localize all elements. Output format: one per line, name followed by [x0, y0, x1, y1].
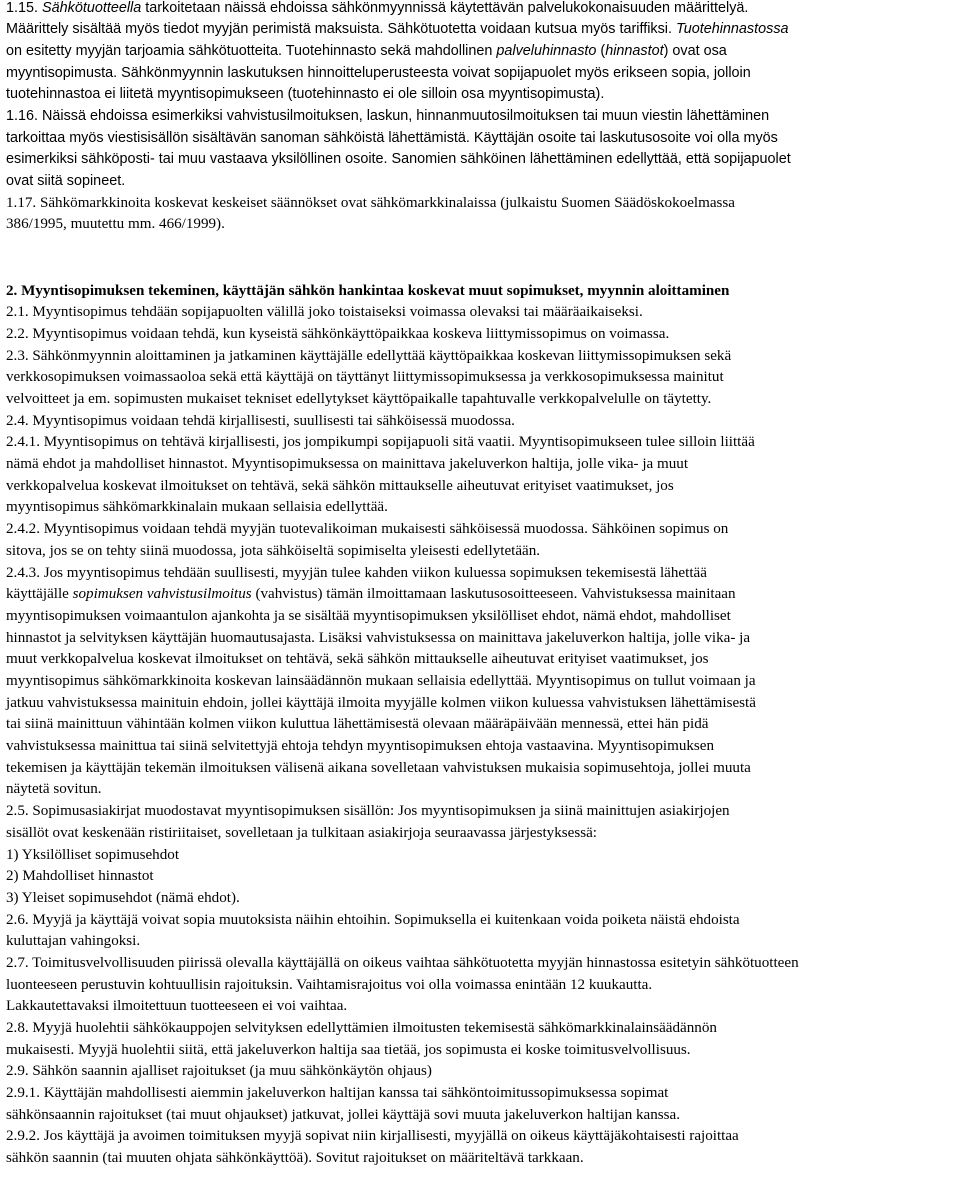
text-line	[6, 649, 709, 669]
text-line	[6, 0, 748, 18]
text-run: 1.16. Näissä ehdoissa esimerkiksi vahvistusilmoituksen, laskun, hinnanmuutosilmoituksen tai muun viestin lähettäminen	[6, 108, 770, 124]
text-run: tarkoittaa myös viestisisällön sisältävän sanoman sähköistä lähettämistä. Käyttäjän osoite tai laskutusosoite voi olla myös	[6, 130, 778, 146]
text-line	[6, 563, 707, 583]
text-run: 2.3. Sähkönmyynnin aloittaminen ja jatkaminen käyttäjälle edellyttää käyttöpaikkaa koskevan liittymissopimuksen sekä	[6, 348, 732, 364]
text-run: 2.4. Myyntisopimus voidaan tehdä kirjallisesti, suullisesti tai sähköisessä muodossa.	[6, 413, 515, 429]
text-line	[6, 41, 727, 61]
text-line	[6, 758, 751, 778]
text-line	[6, 693, 756, 713]
text-line	[6, 714, 708, 734]
text-run: Määrittely sisältää myös tiedot myyjän perimistä maksuista. Sähkötuotetta voidaan kutsua myös tariffiksi.	[6, 21, 676, 37]
text-run: sähkönsaannin rajoitukset (tai muut ohjaukset) jatkuvat, jollei käyttäjä sovi muuta jakeluverkon haltijan kanssa.	[6, 1107, 681, 1123]
text-run: 386/1995, muutettu mm. 466/1999).	[6, 216, 225, 232]
text-run: 2.6. Myyjä ja käyttäjä voivat sopia muutoksista näihin ehtoihin. Sopimuksella ei kuitenkaan voida poiketa näistä ehdoista	[6, 912, 740, 928]
text-line	[6, 606, 731, 626]
text-line	[6, 541, 540, 561]
emphasis-text: palveluhinnasto	[496, 43, 597, 59]
text-run: hinnastot ja selvityksen käyttäjän huomautusajasta. Lisäksi vahvistuksessa on mainittava jakeluverkon haltija, jolle vika- ja	[6, 630, 751, 646]
text-run: velvoitteet ja em. sopimusten mukaiset tekniset edellytykset käyttöpaikalle tapahtuvalle verkkopalvelulle on täytetty.	[6, 391, 712, 407]
section-heading	[6, 281, 729, 301]
text-run: tekemisen ja käyttäjän tekemän ilmoituksen välisenä aikana sovelletaan vahvistuksen mukaisia sopimusehtoja, jollei muuta	[6, 760, 751, 776]
emphasis-text: Tuotehinnastossa	[675, 21, 789, 37]
text-line	[6, 1105, 680, 1125]
text-line	[6, 302, 643, 322]
bold-text: 2. Myyntisopimuksen tekeminen, käyttäjän sähkön hankintaa koskevat muut sopimukset, myynnin aloittaminen	[6, 283, 730, 299]
text-run: tai siinä mainittuun vähintään kolmen viikon kuluttua lähettämisestä olevaan määräpäivään mennessä, ettei hän pidä	[6, 716, 709, 732]
text-run: tarkoitetaan näissä ehdoissa sähkönmyynnissä käytettävän palvelukokonaisuuden määrittelyä.	[141, 0, 749, 16]
text-line	[6, 149, 791, 169]
text-line	[6, 193, 735, 213]
text-run: verkkosopimuksen voimassaoloa sekä että käyttäjä on täyttänyt liittymissopimuksessa ja verkkosopimuksessa mainitut	[6, 369, 724, 385]
text-line	[6, 779, 102, 799]
text-run: Lakkautettavaksi ilmoitettuun tuotteeseen ei voi vaihtaa.	[6, 998, 348, 1014]
text-run: (vahvistus) tämän ilmoittamaan laskutusosoitteeseen. Vahvistuksessa mainitaan	[251, 586, 736, 602]
text-line	[6, 1148, 584, 1168]
text-run: 2.8. Myyjä huolehtii sähkökauppojen selvityksen edellyttämien ilmoitusten tekemisestä sähkömarkkinalainsäädännön	[6, 1020, 717, 1036]
list-item	[6, 888, 240, 908]
text-line	[6, 519, 728, 539]
text-line	[6, 476, 674, 496]
text-line	[6, 996, 347, 1016]
text-line	[6, 128, 778, 148]
text-run: sitova, jos se on tehty siinä muodossa, jota sähköiseltä sopimiselta yleisesti edellytetään.	[6, 543, 541, 559]
text-run: 3) Yleiset sopimusehdot (nämä ehdot).	[6, 890, 240, 906]
text-run: tuotehinnastoa ei liitetä myyntisopimukseen (tuotehinnasto ei ole silloin osa myyntisopimusta).	[6, 86, 605, 102]
text-line	[6, 584, 736, 604]
text-line	[6, 367, 724, 387]
text-run: myyntisopimuksen voimaantulon ajankohta ja se sisältää myyntisopimuksen yksilölliset ehdot, nämä ehdot, mahdolliset	[6, 608, 731, 624]
text-line	[6, 736, 714, 756]
text-run: sisällöt ovat keskenään ristiriitaiset, sovelletaan ja tulkitaan asiakirjoja seuraavassa järjestyksessä:	[6, 825, 597, 841]
text-line	[6, 84, 604, 104]
text-run: näytetä sovitun.	[6, 781, 102, 797]
text-line	[6, 910, 740, 930]
text-line	[6, 671, 756, 691]
text-line	[6, 432, 755, 452]
text-run: vahvistuksessa mainittua tai siinä selvitettyjä ehtoja tehdyn myyntisopimuksen ehtoja vastaavina. Myyntisopimuksen	[6, 738, 715, 754]
text-run: 2.9. Sähkön saannin ajalliset rajoitukset (ja muu sähkönkäytön ohjaus)	[6, 1063, 432, 1079]
emphasis-text: sopimuksen vahvistusilmoitus	[72, 586, 252, 602]
text-run: 2.5. Sopimusasiakirjat muodostavat myyntisopimuksen sisällön: Jos myyntisopimuksen ja siinä mainittujen asiakirjojen	[6, 803, 730, 819]
text-line	[6, 823, 597, 843]
text-run: 2.2. Myyntisopimus voidaan tehdä, kun kyseistä sähkönkäyttöpaikkaa koskeva liittymissopimus on voimassa.	[6, 326, 670, 342]
text-line	[6, 171, 125, 191]
text-line	[6, 931, 140, 951]
list-item	[6, 845, 179, 865]
text-line	[6, 1083, 668, 1103]
text-line	[6, 1040, 691, 1060]
text-line	[6, 454, 688, 474]
text-line	[6, 1018, 717, 1038]
text-line	[6, 324, 669, 344]
text-run: sähkön saannin (tai muuten ohjata sähkönkäyttöä). Sovitut rajoitukset on määriteltävä tarkkaan.	[6, 1150, 584, 1166]
text-line	[6, 19, 789, 39]
text-run: kuluttajan vahingoksi.	[6, 933, 141, 949]
text-run: mukaisesti. Myyjä huolehtii siitä, että jakeluverkon haltija saa tietää, jos sopimusta ei koske toimitusvelvollisuus.	[6, 1042, 691, 1058]
text-run: verkkopalvelua koskevat ilmoitukset on tehtävä, sekä sähkön mittaukselle aiheutuvat erityiset vaatimukset, jos	[6, 478, 674, 494]
text-line	[6, 214, 225, 234]
emphasis-text: hinnastot	[605, 43, 664, 59]
text-run: esimerkiksi sähköposti- tai muu vastaava yksilöllinen osoite. Sanomien sähköinen lähettäminen edellyttää, että sopijapuolet	[6, 151, 791, 167]
text-run: ovat siitä sopineet.	[6, 173, 126, 189]
list-item	[6, 866, 154, 886]
text-line	[6, 801, 730, 821]
text-run: 2.4.2. Myyntisopimus voidaan tehdä myyjän tuotevalikoiman mukaisesti sähköisessä muodossa. Sähköinen sopimus on	[6, 521, 729, 537]
text-run: 1) Yksilölliset sopimusehdot	[6, 847, 180, 863]
text-line	[6, 63, 751, 83]
text-run: 2.4.1. Myyntisopimus on tehtävä kirjallisesti, jos jompikumpi sopijapuoli sitä vaatii. Myyntisopimukseen tulee silloin liittää	[6, 434, 755, 450]
text-line	[6, 1061, 432, 1081]
text-line	[6, 497, 388, 517]
text-line	[6, 106, 769, 126]
text-line	[6, 628, 750, 648]
text-run: jatkuu vahvistuksessa mainituin ehdoin, jollei käyttäjä ilmoita myyjälle kolmen viikon kuluessa vahvistuksen lähettämisestä	[6, 695, 756, 711]
text-line	[6, 953, 799, 973]
text-run: 2.4.3. Jos myyntisopimus tehdään suullisesti, myyjän tulee kahden viikon kuluessa sopimuksen tekemisestä lähettää	[6, 565, 707, 581]
text-run: myyntisopimus sähkömarkkinalain mukaan sellaisia edellyttää.	[6, 499, 388, 515]
text-run: muut verkkopalvelua koskevat ilmoitukset on tehtävä, sekä sähkön mittaukselle aiheutuvat erityiset vaatimukset, jos	[6, 651, 709, 667]
text-run: 2) Mahdolliset hinnastot	[6, 868, 154, 884]
text-run: on esitetty myyjän tarjoamia sähkötuotteita. Tuotehinnasto sekä mahdollinen	[6, 43, 497, 59]
text-line	[6, 975, 652, 995]
text-run: 2.9.2. Jos käyttäjä ja avoimen toimituksen myyjä sopivat niin kirjallisesti, myyjällä on oikeus käyttäjäkohtaisesti rajoittaa	[6, 1128, 739, 1144]
text-run: myyntisopimus sähkömarkkinoita koskevan lainsäädännön mukaan sellaisia edellyttää. Myyntisopimus on tullut voimaan ja	[6, 673, 756, 689]
text-run: 2.9.1. Käyttäjän mahdollisesti aiemmin jakeluverkon haltijan kanssa tai sähköntoimitussopimuksessa sopimat	[6, 1085, 669, 1101]
text-line	[6, 389, 711, 409]
text-run: 1.17. Sähkömarkkinoita koskevat keskeiset säännökset ovat sähkömarkkinalaissa (julkaistu Suomen Säädöskokoelmassa	[6, 195, 735, 211]
text-run: 1.15.	[6, 0, 43, 16]
text-run: 2.7. Toimitusvelvollisuuden piirissä olevalla käyttäjällä on oikeus vaihtaa sähkötuotetta myyjän hinnastossa esitetyin sähkötuotteen	[6, 955, 799, 971]
text-run: myyntisopimusta. Sähkönmyynnin laskutuksen hinnoitteluperusteesta voivat sopijapuolet myös erikseen sopia, jolloin	[6, 65, 751, 81]
text-line	[6, 1126, 739, 1146]
text-run: ) ovat osa	[663, 43, 727, 59]
emphasis-text: Sähkötuotteella	[42, 0, 142, 16]
text-run: nämä ehdot ja mahdolliset hinnastot. Myyntisopimuksessa on mainittava jakeluverkon haltija, jolle vika- ja muut	[6, 456, 689, 472]
text-run: 2.1. Myyntisopimus tehdään sopijapuolten välillä joko toistaiseksi voimassa olevaksi tai määräaikaiseksi.	[6, 304, 643, 320]
text-run: käyttäjälle	[6, 586, 73, 602]
text-line	[6, 411, 515, 431]
text-run: (	[596, 43, 606, 59]
text-run: luonteeseen perustuvin kohtuullisin rajoituksin. Vaihtamisrajoitus voi olla voimassa enintään 12 kuukautta.	[6, 977, 653, 993]
text-line	[6, 346, 731, 366]
